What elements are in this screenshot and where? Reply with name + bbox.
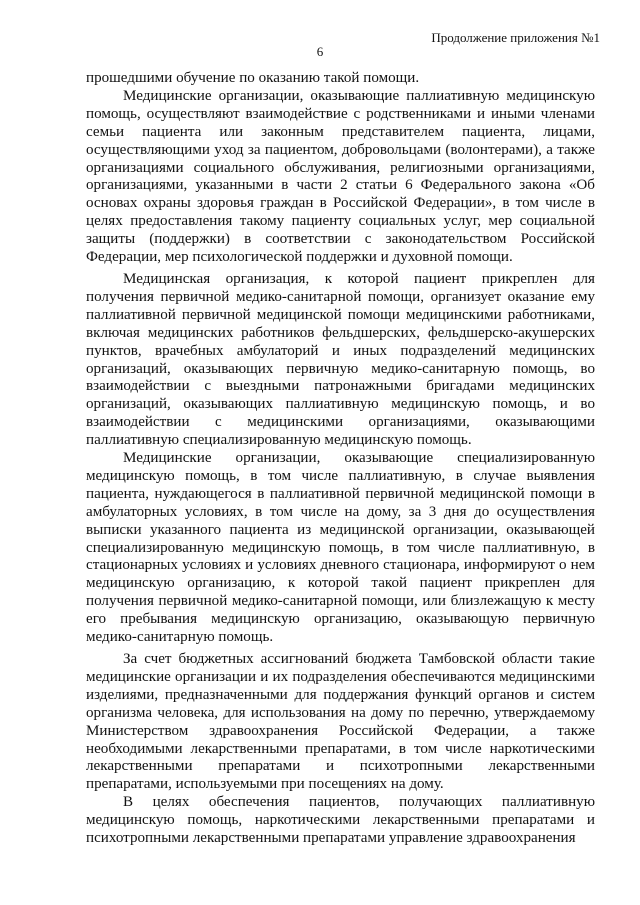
paragraph-specialized-care-discharge: Медицинские организации, оказывающие специализированную медицинскую помощь, в том числе паллиативную, в случае выявления пациента, нуждающегося в паллиативной первичной медицинской помощи в амбулаторных условиях, в том числе на дому, за 3 дня до осуществления выписки указанного пациента из медицинской организации, оказывающей специализированную медицинскую помощь, в том числе паллиативную, в стационарных условиях и условиях дневного стационара, информируют о нем медицинскую организацию, к которой такой пациент прикреплен для получения первичной медико-санитарной помощи, или близлежащую к месту его пребывания медицинскую организацию, оказывающую первичную медико-санитарную помощь. xyxy=(86,450,595,646)
paragraph-narcotic-provision: В целях обеспечения пациентов, получающих паллиативную медицинскую помощь, наркотическими лекарственными препаратами и психотропными лекарственными препаратами управление здравоохранения xyxy=(86,794,595,847)
appendix-continuation-note: Продолжение приложения №1 xyxy=(431,30,600,45)
document-body xyxy=(86,70,595,848)
page-number: 6 xyxy=(316,44,324,59)
paragraph-interaction-with-relatives: Медицинские организации, оказывающие паллиативную медицинскую помощь, осуществляют взаимодействие с родственниками и иными членами семьи пациента или законным представителем пациента, лицами, осуществляющими уход за пациентом, добровольцами (волонтерами), а также организациями социального обслуживания, религиозными организациями, организациями, указанными в части 2 статьи 6 Федерального закона «Об основах охраны здоровья граждан в Российской Федерации», в том числе в целях предоставления такому пациенту социальных услуг, мер социальной защиты (поддержки) в соответствии с законодательством Российской Федерации, мер психологической поддержки и духовной помощи. xyxy=(86,87,595,266)
paragraph-primary-care-organization: Медицинская организация, к которой пациент прикреплен для получения первичной медико-санитарной помощи, организует оказание ему паллиативной первичной медицинской помощи медицинскими работниками, включая медицинских работников фельдшерских, фельдшерско-акушерских пунктов, врачебных амбулаторий и иных подразделений медицинских организаций, оказывающих первичную медико-санитарную помощь, во взаимодействии с выездными патронажными бригадами медицинских организаций, оказывающих паллиативную медицинскую помощь, и во взаимодействии с медицинскими организациями, оказывающими паллиативную специализированную медицинскую помощь. xyxy=(86,270,595,449)
paragraph-budget-funding: За счет бюджетных ассигнований бюджета Тамбовской области такие медицинские организации и их подразделения обеспечиваются медицинскими изделиями, предназначенными для поддержания функций органов и систем организма человека, для использования на дому по перечню, утверждаемому Министерством здравоохранения Российской Федерации, а также необходимыми лекарственными препаратами, в том числе наркотическими лекарственными препаратами и психотропными лекарственными препаратами, используемыми при посещениях на дому. xyxy=(86,651,595,793)
paragraph-continuation: прошедшими обучение по оказанию такой помощи. xyxy=(86,70,420,86)
